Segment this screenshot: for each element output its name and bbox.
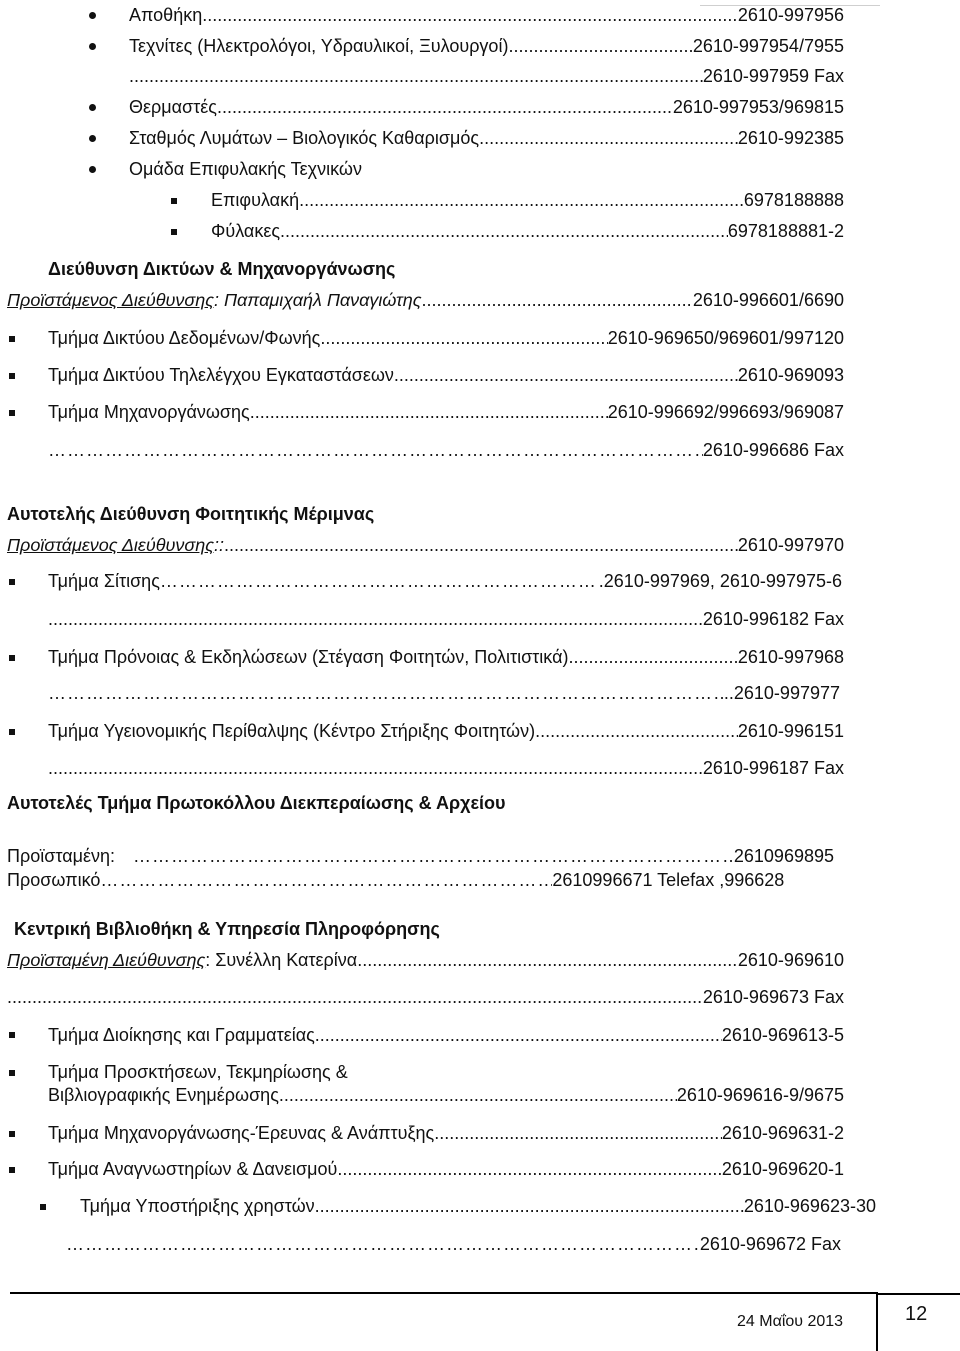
square-bullet-icon (9, 1070, 15, 1076)
entry-prosktiseis: Βιβλιογραφικής Ενημέρωσης ..... 2610-969616-9/9675 (48, 1084, 844, 1106)
square-bullet-icon (9, 1131, 15, 1137)
entry-ypostirixi-fax: ………………………………………………………………………………………………………………………………………………………………………………………………… 2610-969672 Fax (66, 1233, 841, 1255)
entry-merimna-director: Προϊστάμενος Διεύθυνσης :: ..... 2610-997970 (7, 534, 844, 556)
entry-anagnostiria: Τμήμα Αναγνωστηρίων & Δανεισμού ..... 2610-969620-1 (48, 1158, 844, 1180)
entry-diktya-director: Προϊστάμενος Διεύθυνσης : Παπαμιχαήλ Παναγιώτης ..... 2610-996601/6690 (7, 289, 844, 311)
entry-ygeia-fax: ..... 2610-996187 Fax (48, 757, 844, 779)
square-bullet-icon (9, 729, 15, 735)
entry-ypostirixi: Τμήμα Υποστήριξης χρηστών ..... 2610-969623-30 (80, 1195, 876, 1217)
entry-pronoia: Τμήμα Πρόνοιας & Εκδηλώσεων (Στέγαση Φοιτητών, Πολιτιστικά) ..... 2610-997968 (48, 646, 844, 668)
entry-technites: Τεχνίτες (Ηλεκτρολόγοι, Υδραυλικοί, Ξυλουργοί) ..... 2610-997954/7955 (129, 35, 844, 57)
footer-date: 24 Μαΐου 2013 (737, 1313, 844, 1330)
entry-proistameni: Προϊσταμένη: ………………………………………………………………………………………………………………………………………………………………………………………………… 2610969895 (7, 845, 834, 867)
entry-omada: Ομάδα Επιφυλακής Τεχνικών (129, 159, 362, 179)
entry-fylakes: Φύλακες ..... 6978188881-2 (211, 220, 844, 242)
entry-stathmos: Σταθμός Λυμάτων – Βιολογικός Καθαρισμός ..... 2610-992385 (129, 127, 844, 149)
bullet-icon (89, 135, 96, 142)
page-number: 12 (905, 1303, 928, 1325)
bullet-icon (89, 166, 96, 173)
entry-dioikisi: Τμήμα Διοίκησης και Γραμματείας ..... 2610-969613-5 (48, 1024, 844, 1046)
footer-rule (10, 1292, 878, 1294)
entry-michanorganosi: Τμήμα Μηχανοργάνωσης ..... 2610-996692/996693/969087 (48, 401, 844, 423)
square-bullet-icon (40, 1204, 46, 1210)
entry-prosopiko: Προσωπικό ………………………………………………………………………………………………………………………………………………………………………………………………… 2610996671 Telefax ,996628 (7, 869, 837, 891)
heading-merimna: Αυτοτελής Διεύθυνση Φοιτητικής Μέριμνας (7, 504, 375, 524)
square-bullet-icon (9, 1032, 15, 1038)
entry-thermastes: Θερμαστές ..... 2610-997953/969815 (129, 96, 844, 118)
square-bullet-icon (9, 1167, 15, 1173)
bullet-icon (89, 12, 96, 19)
heading-diktya: Διεύθυνση Δικτύων & Μηχανοργάνωσης (48, 259, 396, 279)
square-bullet-icon (171, 229, 177, 235)
entry-dedomena: Τμήμα Δικτύου Δεδομένων/Φωνής ..... 2610-969650/969601/997120 (48, 327, 844, 349)
square-bullet-icon (9, 579, 15, 585)
square-bullet-icon (9, 336, 15, 342)
entry-vivliothiki-director: Προϊσταμένη Διεύθυνσης : Συνέλλη Κατερίνα ..... 2610-969610 (7, 949, 844, 971)
square-bullet-icon (9, 655, 15, 661)
entry-diktya-fax: ………………………………………………………………………………………………………………………………………………………………………………………………… 2610-996686 Fax (48, 439, 844, 461)
entry-technites-fax: ..... 2610-997959 Fax (129, 65, 844, 87)
entry-sitisi-fax: ..... 2610-996182 Fax (48, 608, 844, 630)
entry-prosktiseis-line1: Τμήμα Προσκτήσεων, Τεκμηρίωσης & (48, 1062, 348, 1082)
bullet-icon (89, 43, 96, 50)
bullet-icon (89, 104, 96, 111)
heading-vivliothiki: Κεντρική Βιβλιοθήκη & Υπηρεσία Πληροφόρησης (14, 919, 440, 939)
entry-vivliothiki-fax: ..... 2610-969673 Fax (7, 986, 844, 1008)
entry-pronoia-extra: ………………………………………………………………………………………………………………………………………………………………………………………………… ..2610-997977 (48, 682, 840, 704)
heading-protokollo: Αυτοτελές Τμήμα Πρωτοκόλλου Διεκπεραίωσης & Αρχείου (7, 793, 506, 813)
square-bullet-icon (9, 410, 15, 416)
entry-epifylaki: Επιφυλακή ..... 6978188888 (211, 189, 844, 211)
entry-sitisi: Τμήμα Σίτισης ………………………………………………………………………………………………………………………………………………………………………………………………… .2610-997969, 2610-997975-6 (48, 570, 842, 592)
square-bullet-icon (171, 198, 177, 204)
square-bullet-icon (9, 373, 15, 379)
entry-tilelegxos: Τμήμα Δικτύου Τηλελέγχου Εγκαταστάσεων ..... 2610-969093 (48, 364, 844, 386)
entry-ygeia: Τμήμα Υγειονομικής Περίθαλψης (Κέντρο Στήριξης Φοιτητών) ..... 2610-996151 (48, 720, 844, 742)
entry-apothiki: Αποθήκη ..... 2610-997956 (129, 4, 844, 26)
entry-ereuna: Τμήμα Μηχανοργάνωσης-Έρευνας & Ανάπτυξης ..... 2610-969631-2 (48, 1122, 844, 1144)
